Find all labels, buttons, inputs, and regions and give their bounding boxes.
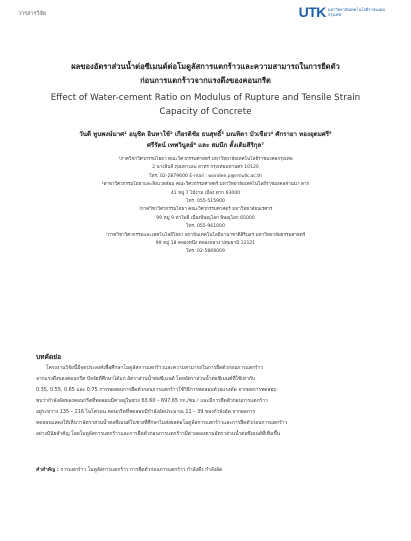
abstract-body: [36, 363, 387, 440]
affiliation-line: โทร. 02-2879600 E-mail : wandee.p@rmutk.ac.th: [149, 173, 262, 179]
affiliation-line: ¹ภาควิชาวิศวกรรมโยธา คณะวิศวกรรมศาสตร์ มหาวิทยาลัยเทคโนโลยีราชมงคลกรุงเทพ: [118, 157, 293, 162]
author-line: ศรีรัตน์ เทพวินูลย์⁶ และ สมนึก ตั้งเติมสิริกุล⁷: [146, 142, 265, 149]
keywords: [36, 466, 387, 474]
affiliation-line: 99 หมู่ 9 ท่าโพธิ์ เมืองพิษณุโลก พิษณุโลก 65000: [156, 215, 255, 221]
title-thai-line: ก่อนการแตกร้าวจากแรงดึงของคอนกรีต: [140, 76, 271, 85]
affiliation-line: ³ภาควิชาวิศวกรรมโยธา คณะวิศวกรรมศาสตร์ มหาวิทยาลัยนเรศวร: [138, 207, 273, 213]
abstract-line: ทดสอบแสดงให้เห็นว่าอัตราส่วนน้ำต่อซีเมนต์ในช่วงที่ศึกษาไม่ส่งผลต่อโมดูลัสการแตกร้าวและการยืดตัวก่อนการแตกร้าว: [36, 420, 288, 426]
abstract-line: โครงงานวิจัยนี้มีจุดประสงค์เพื่อศึกษาโมดูลัสการแตกร้าวและความสามารถในการยืดตัวก่อนการแตกร้าว: [46, 365, 264, 371]
affiliation-line: 41 หมู่ 7 ไม้งาม เมือง ตาก 63000: [170, 190, 241, 196]
affiliation-line: โทร. 02-5869009: [186, 249, 225, 255]
abstract-line: พบว่ากำลังอัดของคอนกรีตที่ทดสอบมีค่าอยู่ในช่วง 63.60 – 697.65 กก./ซม.² และมีการยืดตัวก่อนการแตกร้าว: [36, 398, 268, 404]
affiliation-line: โทร. 055-515900: [186, 199, 225, 205]
author-list: [20, 129, 391, 151]
abstract-line: อยู่ระหว่าง 135 – 216 ไมโครอน คอนกรีตที่ทดสอบมีกำลังอัดประมาณ 11 – 39 ของกำลังอัด จากผลการ: [36, 409, 256, 415]
logo-mark: UTK: [298, 4, 326, 20]
affiliation-line: ²สาขาวิศวกรรมโยธาและสิ่งแวดล้อม คณะวิศวกรรมศาสตร์ มหาวิทยาลัยเทคโนโลยีราชมงคลล้านนา ตาก: [101, 182, 310, 188]
abstract-heading: บทคัดย่อ: [36, 353, 62, 361]
affiliation-line: โทร. 055-961000: [186, 224, 225, 230]
journal-name: วารสารวิจัย: [18, 11, 47, 17]
university-logo: [299, 4, 385, 20]
title-english: [20, 91, 391, 119]
logo-line-2: กรุงเทพ: [327, 12, 342, 17]
title-thai-line: ผลของอัตราส่วนน้ำต่อซีเมนต์ต่อโมดูลัสการแตกร้าวและความสามารถในการยืดตัว: [71, 62, 340, 71]
affiliation-line: 99 หมู่ 18 คลองหนึ่ง คลองหลวง ปทุมธานี 12121: [155, 241, 256, 247]
keywords-label: คำสำคัญ :: [36, 467, 59, 473]
title-english-line: Effect of Water-cement Ratio on Modulus of Rupture and Tensile Strain: [50, 93, 361, 103]
logo-line-1: มหาวิทยาลัยเทคโนโลยีราชมงคล: [327, 7, 385, 12]
title-thai: [20, 60, 391, 88]
affiliations: [40, 156, 371, 257]
affiliation-line: 2 นางลิ้นจี่ ทุ่งมหาเมฆ สาทร กรุงเทพมหานคร 10120: [152, 165, 259, 171]
abstract-line: จากแรงดึงของคอนกรีต ปัจจัยที่ศึกษาได้แก่ อัตราส่วนน้ำต่อซีเมนต์ โดยอัตราส่วนน้ำต่อซีเมนต์ที่ใช้เท่ากับ: [36, 376, 255, 382]
keywords-text: การแตกร้าว โมดูลัสการแตกร้าว การยืดตัวก่อนการแตกร้าว กำลังดึง กำลังอัด: [60, 467, 223, 473]
abstract-line: 0.35, 0.55, 0.65 และ 0.75 การทดสอบการยืดตัวก่อนการแตกร้าวใช้วิธีการทดสอบด้วยแรงดัด จากผลการทดสอบ: [36, 387, 277, 393]
author-line: วันดี ทูนพงษ์มาศ¹ อนุชิต อินทาใช้² เกียรติชัย ธนสุทธิ์³ มณทิตา บัวเขียว⁴ ศักรายา ทองอุดมศรี⁵: [79, 131, 332, 138]
logo-text: [328, 7, 385, 17]
title-english-line: Capacity of Concrete: [159, 107, 252, 117]
abstract-line: อย่างมีนัยสำคัญ โดยโมดูลัสการแตกร้าวและการยืดตัวก่อนการแตกร้าวมีค่าลดลงตามอัตราส่วนน้ำต่อซีเมนต์ที่เพิ่มขึ้น: [36, 431, 281, 437]
affiliation-line: ⁷ภาควิชาวิศวกรรมและเทคโนโลยีโยธา สถาบันเทคโนโลยีนานาชาติสิรินธร มหาวิทยาลัยธรรมศาสตร์: [105, 232, 306, 238]
